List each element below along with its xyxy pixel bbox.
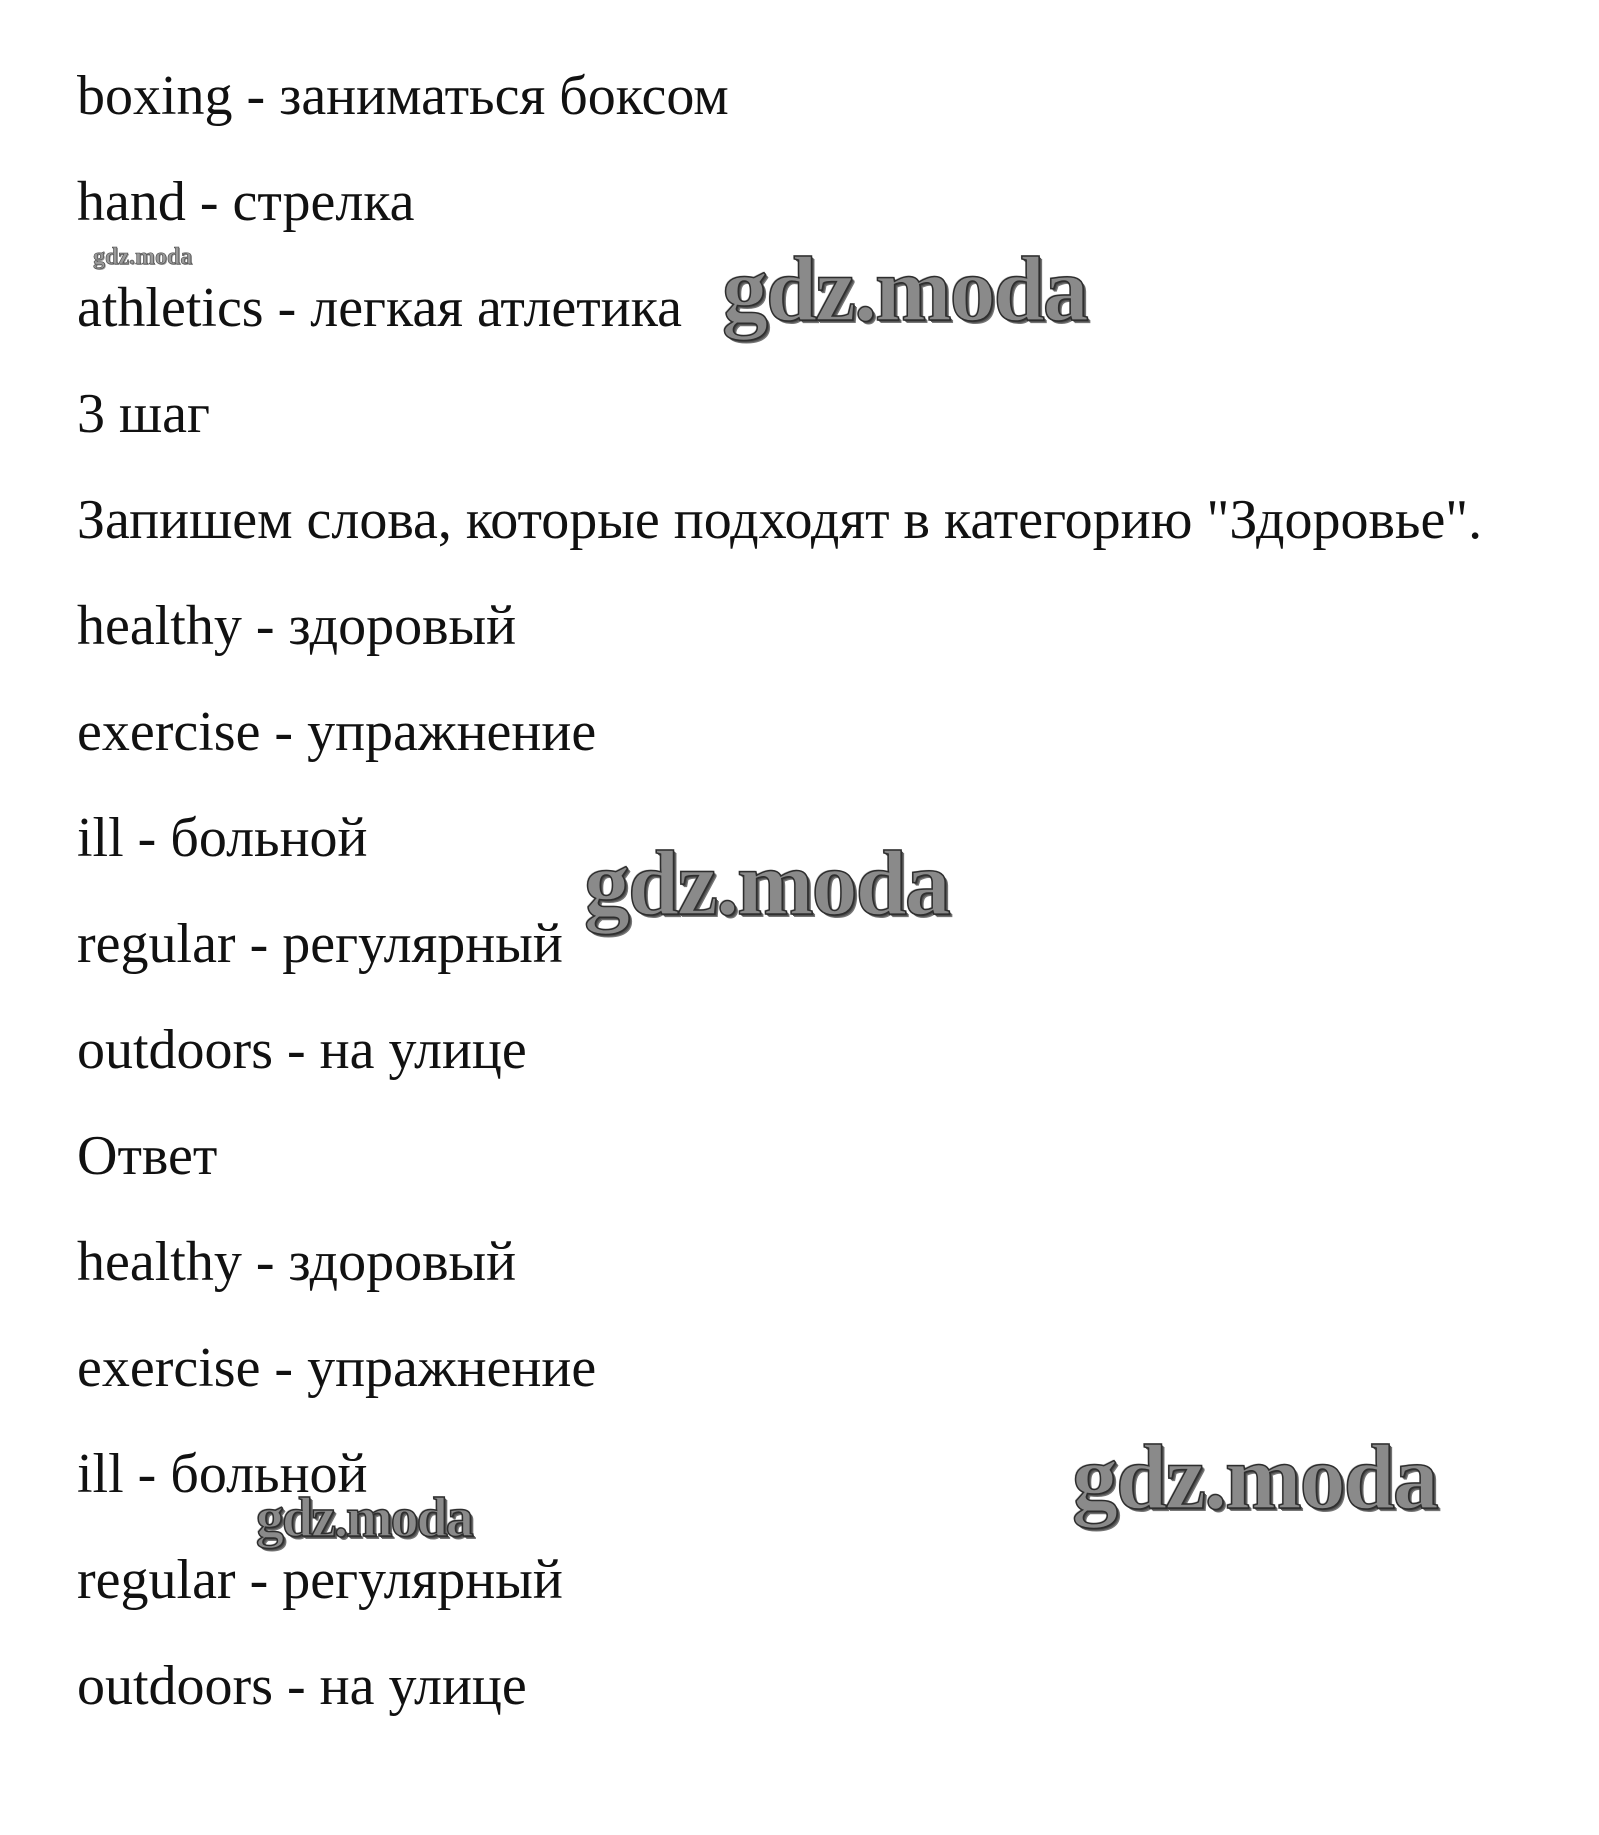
text-line: healthy - здоровый	[77, 1231, 517, 1293]
text-line: athletics - легкая атлетика	[77, 277, 682, 339]
text-line: ill - больной	[77, 807, 368, 869]
watermark: gdz.moda	[722, 238, 1087, 340]
text-line: outdoors - на улице	[77, 1019, 527, 1081]
watermark: gdz.moda	[256, 1487, 472, 1549]
text-line: healthy - здоровый	[77, 595, 517, 657]
text-line: exercise - упражнение	[77, 1337, 597, 1399]
instruction-text: Запишем слова, которые подходят в категорию "Здоровье".	[77, 489, 1483, 551]
step-heading: 3 шаг	[77, 383, 210, 445]
text-line: ill - больной	[77, 1443, 368, 1505]
text-line: exercise - упражнение	[77, 701, 597, 763]
watermark: gdz.moda	[1072, 1426, 1437, 1528]
text-line: regular - регулярный	[77, 913, 563, 975]
watermark: gdz.moda	[584, 832, 949, 934]
text-line: outdoors - на улице	[77, 1655, 527, 1717]
text-line: regular - регулярный	[77, 1549, 563, 1611]
watermark: gdz.moda	[93, 244, 193, 270]
text-line: hand - стрелка	[77, 171, 415, 233]
answer-heading: Ответ	[77, 1125, 218, 1187]
text-line: boxing - заниматься боксом	[77, 65, 729, 127]
